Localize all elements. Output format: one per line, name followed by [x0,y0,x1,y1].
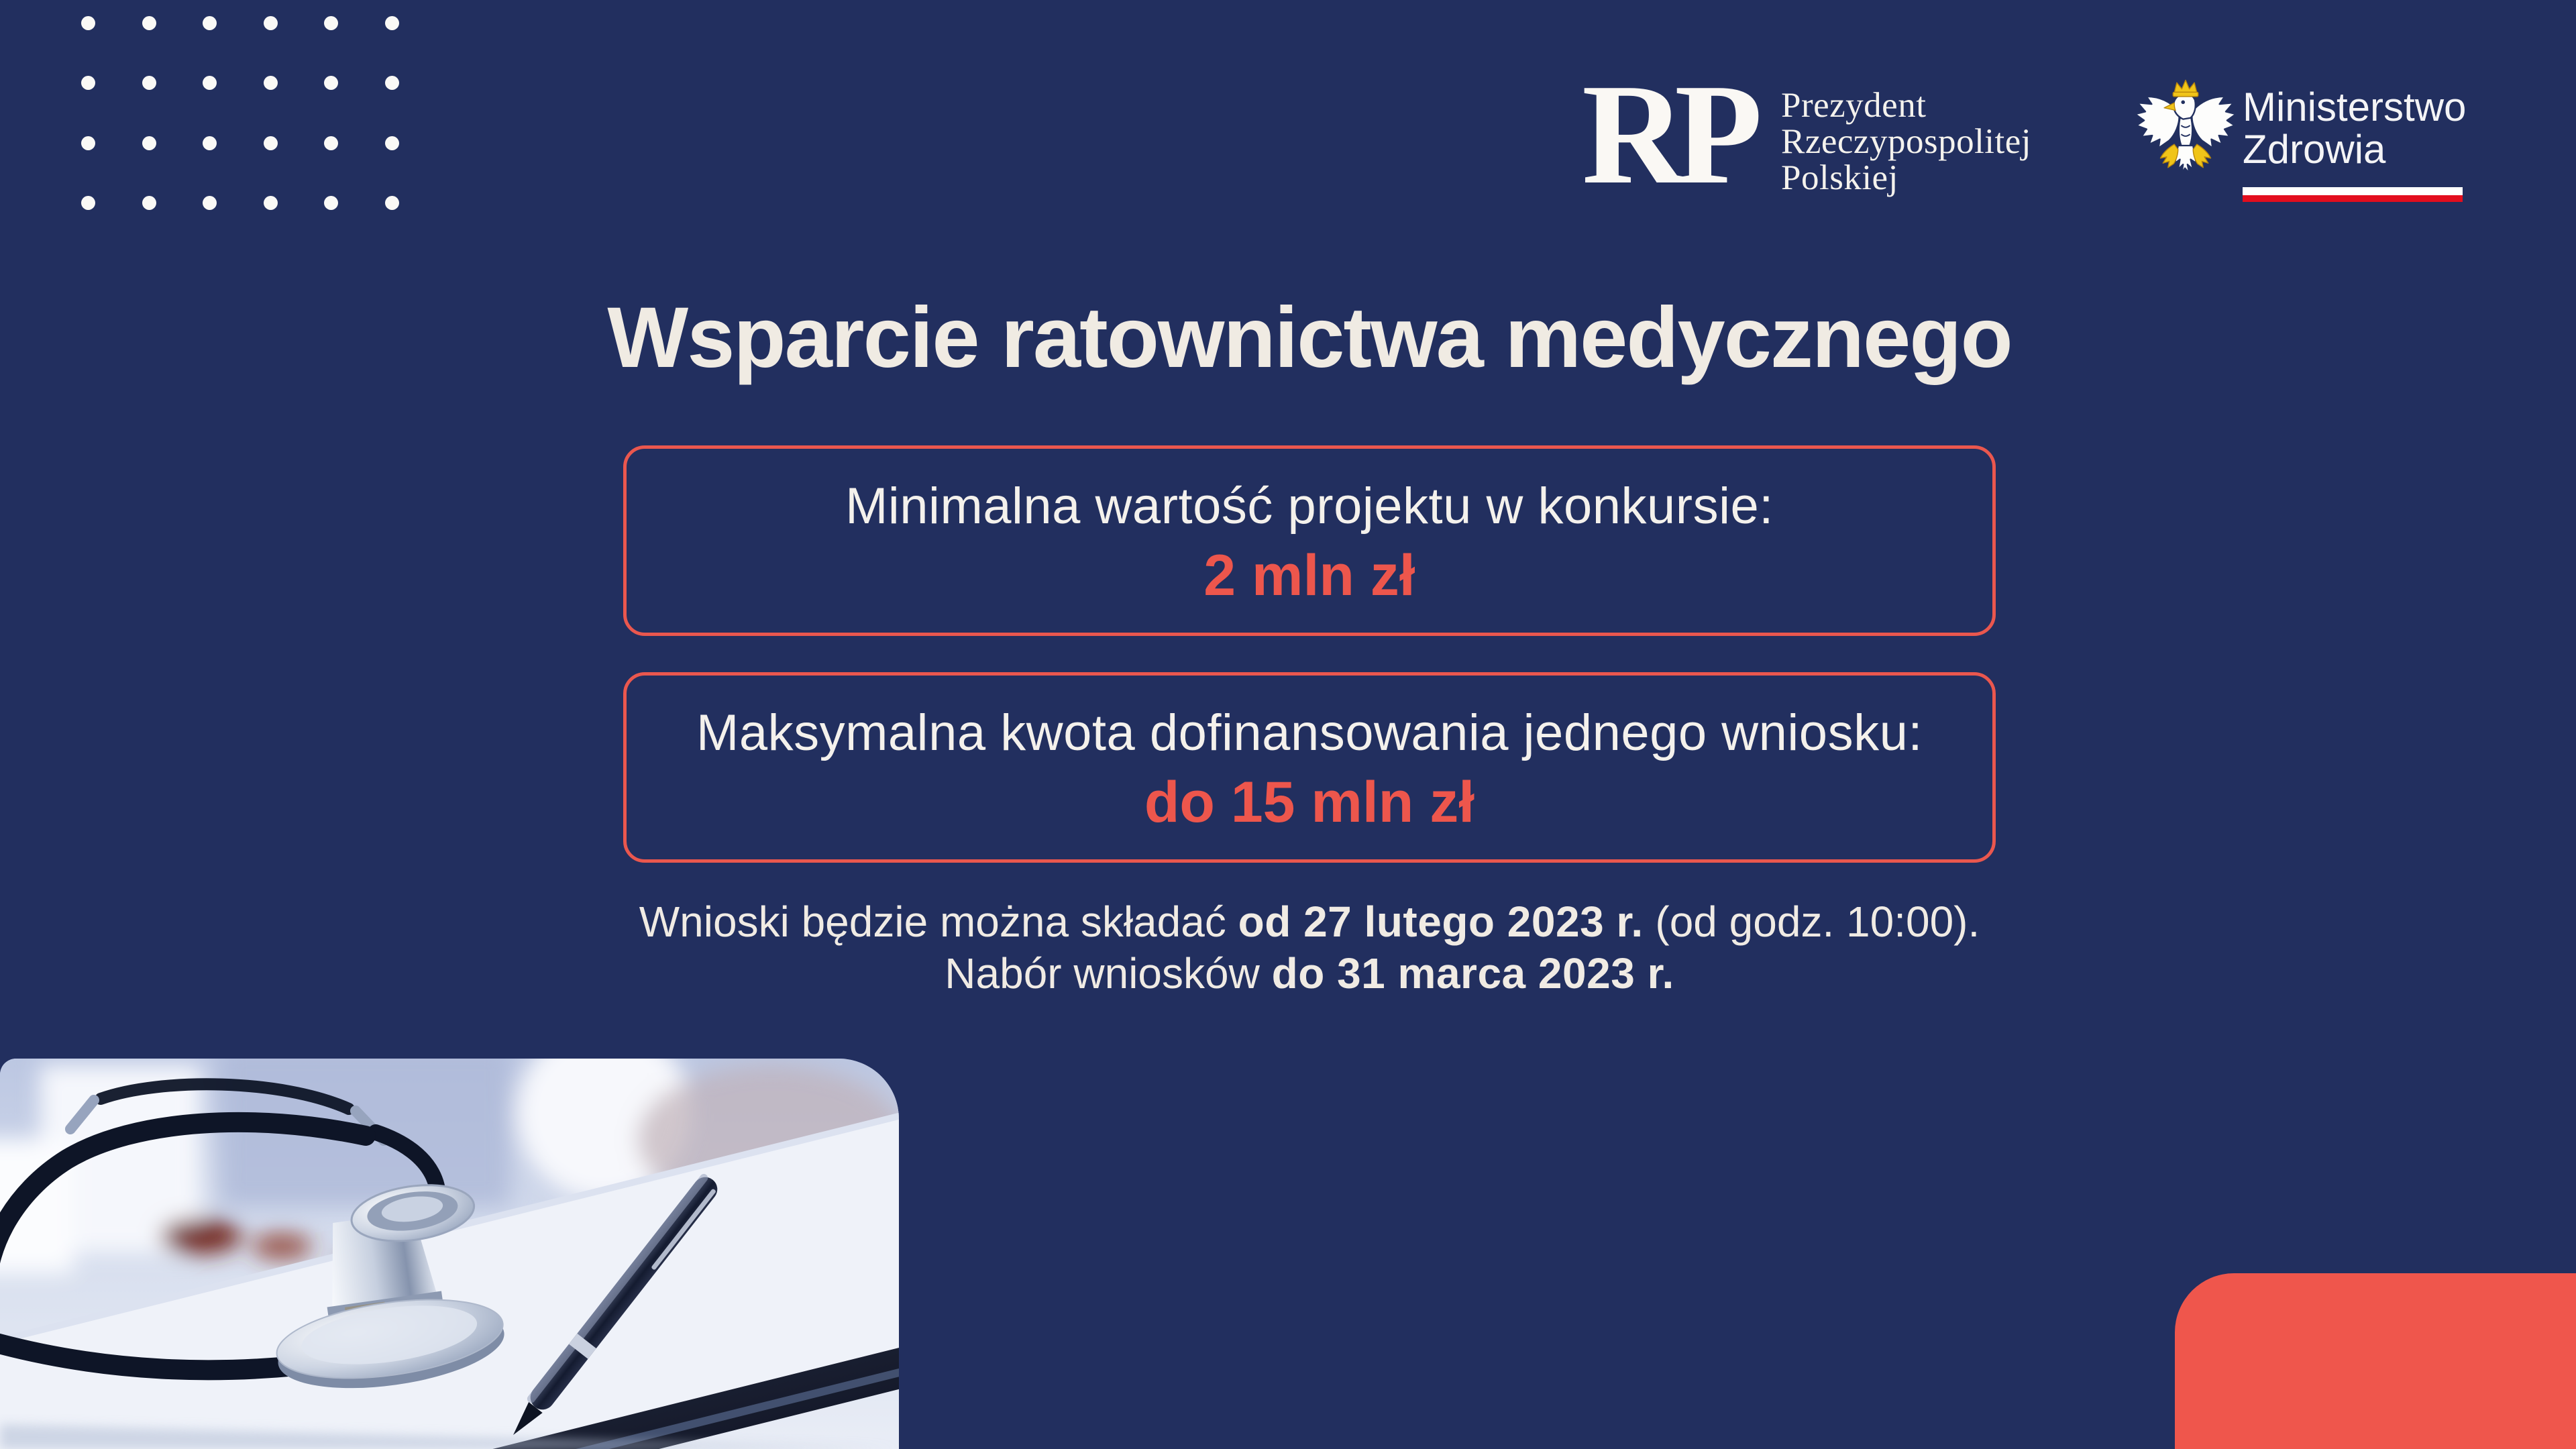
dot [142,196,156,210]
dot [324,196,338,210]
dot [81,136,95,150]
schedule-line1-prefix: Wnioski będzie można składać [639,898,1238,946]
schedule-line2-date: do 31 marca 2023 r. [1271,949,1674,998]
president-label [1781,87,2031,196]
flag-white-stripe [2243,187,2463,195]
dot [264,196,278,210]
polish-eagle-icon [2135,75,2236,204]
dot [203,76,217,90]
dot [203,16,217,30]
dot [81,16,95,30]
info-box-label: Minimalna wartość projektu w konkursie: [845,478,1774,535]
dot [142,16,156,30]
ministry-label [2243,86,2466,170]
application-schedule [21,896,2576,1000]
president-label-line3: Polskiej [1781,158,1898,197]
president-label-line1: Prezydent [1781,86,1927,125]
dot [385,16,399,30]
schedule-line1-date: od 27 lutego 2023 r. [1238,898,1644,946]
dot [264,76,278,90]
dot [385,76,399,90]
dot [142,136,156,150]
schedule-line2 [21,948,2576,1000]
dot [81,196,95,210]
schedule-line1-suffix: (od godz. 10:00). [1643,898,1980,946]
info-box-max-funding [623,672,1996,863]
rp-monogram-icon: RP [1582,54,1752,214]
flag-red-stripe [2243,195,2463,202]
info-box-value: 2 mln zł [1203,543,1415,608]
president-logo [1582,54,2031,214]
ministry-label-line1: Ministerstwo [2243,85,2467,129]
dot [324,136,338,150]
info-box-label: Maksymalna kwota dofinansowania jednego wniosku: [696,704,1923,761]
page-title: Wsparcie ratownictwa medycznego [607,290,2012,386]
coral-corner-shape [2175,1273,2576,1449]
info-box-min-value [623,445,1996,636]
dot [385,136,399,150]
medical-photo [0,1059,899,1449]
dot [81,76,95,90]
poland-flag-bar [2243,187,2463,202]
president-label-line2: Rzeczypospolitej [1781,122,2031,161]
dot [264,136,278,150]
dot-grid [81,16,457,217]
info-box-value: do 15 mln zł [1144,770,1475,835]
ministry-label-line2: Zdrowia [2243,127,2386,172]
dot [203,196,217,210]
dot [324,16,338,30]
dot [324,76,338,90]
dot [142,76,156,90]
schedule-line1 [21,896,2576,948]
dot [203,136,217,150]
dot [385,196,399,210]
schedule-line2-prefix: Nabór wniosków [945,949,1272,998]
dot [264,16,278,30]
